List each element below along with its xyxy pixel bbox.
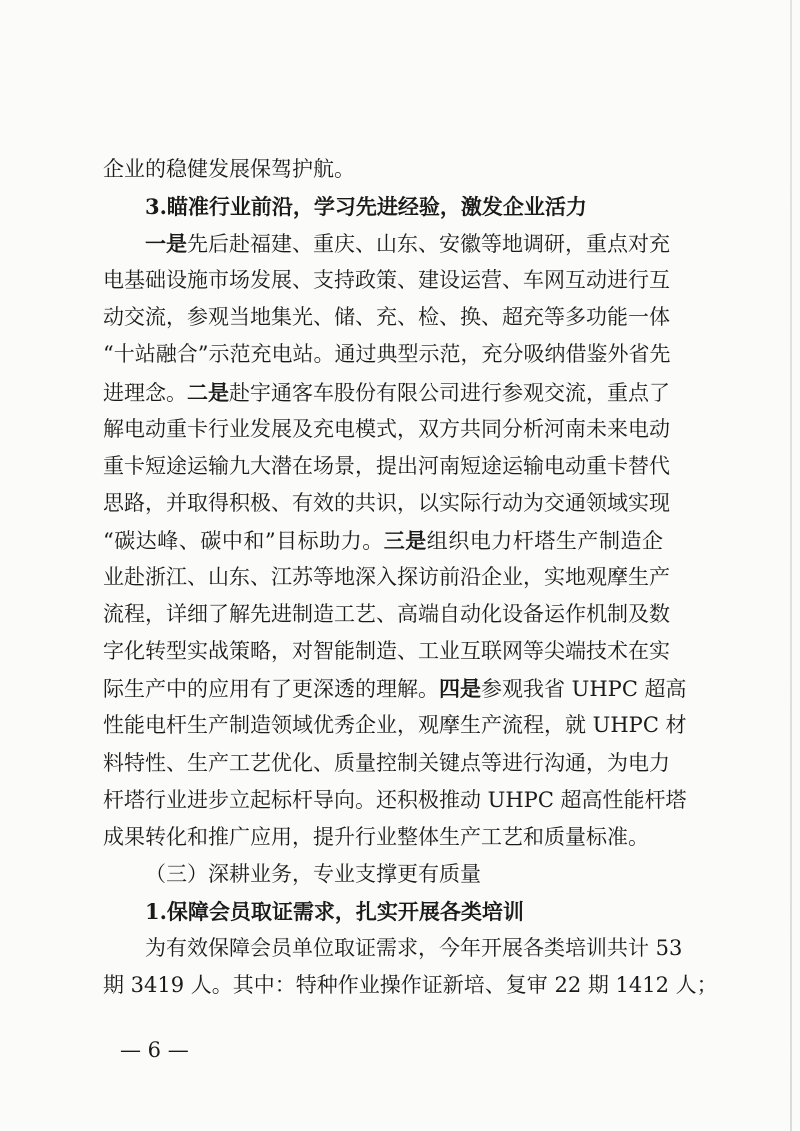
text-line	[103, 188, 663, 225]
text-run: 赴宇通客车股份有限公司进行参观交流，重点了	[229, 380, 670, 405]
text-run: （三）深耕业务，专业支撑更有质量	[145, 861, 481, 886]
text-line	[103, 485, 670, 522]
page-number: — 6 —	[120, 1038, 189, 1062]
text-run: 杆塔行业进步立起标杆导向。还积极推动 UHPC 超高性能杆塔	[103, 787, 687, 812]
text-line	[103, 819, 663, 856]
text-line	[103, 670, 687, 707]
text-run: 动交流，参观当地集光、储、充、检、换、超充等多功能一体	[103, 305, 670, 330]
text-run: 流程，详细了解先进制造工艺、高端自动化设备运作机制及数	[103, 602, 670, 627]
text-line	[103, 633, 670, 670]
text-line	[103, 411, 670, 448]
text-run: 字化转型实战策略，对智能制造、工业互联网等尖端技术在实	[103, 639, 670, 664]
text-line	[103, 299, 670, 336]
text-run: 业赴浙江、山东、江苏等地深入探访前沿企业，实地观摩生产	[103, 565, 670, 590]
text-run: 成果转化和推广应用，提升行业整体生产工艺和质量标准。	[103, 824, 649, 849]
body-text	[103, 151, 718, 1004]
text-line	[103, 745, 670, 782]
text-run: 重卡短途运输九大潜在场景，提出河南短途运输电动重卡替代	[103, 453, 670, 478]
text-line	[103, 374, 670, 411]
text-line	[103, 930, 683, 967]
text-run: 参观我省 UHPC 超高	[481, 677, 687, 702]
text-line	[103, 856, 663, 893]
text-line	[103, 559, 670, 596]
bold-run: 1.保障会员取证需求，扎实开展各类培训	[145, 898, 524, 924]
text-run: 先后赴福建、重庆、山东、安徽等地调研，重点对充	[187, 232, 670, 257]
text-run: 思路，并取得积极、有效的共识，以实际行动为交通领域实现	[103, 490, 670, 515]
scan-edge-line	[790, 0, 792, 1131]
text-line	[103, 262, 670, 299]
text-line	[103, 448, 670, 485]
text-line	[103, 151, 663, 188]
text-run: “碳达峰、碳中和”目标助力。	[103, 528, 384, 553]
text-line	[103, 707, 687, 744]
text-run: 为有效保障会员单位取证需求，今年开展各类培训共计 53	[145, 935, 683, 960]
text-run: 组织电力杆塔生产制造企	[426, 528, 663, 553]
text-run: 际生产中的应用有了更深透的理解。	[103, 677, 439, 702]
bold-run: 四是	[439, 676, 481, 702]
text-line	[103, 967, 718, 1004]
text-run: 料特性、生产工艺优化、质量控制关键点等进行沟通，为电力	[103, 750, 670, 775]
text-line	[103, 782, 687, 819]
text-run: “十站融合”示范充电站。通过典型示范，充分吸纳借鉴外省先	[103, 342, 671, 367]
bold-run: 一是	[145, 231, 187, 257]
text-line	[103, 522, 663, 559]
text-line	[103, 225, 670, 262]
bold-run: 3.瞄准行业前沿，学习先进经验，激发企业活力	[145, 194, 587, 220]
text-run: 进理念。	[103, 380, 187, 405]
text-line	[103, 336, 671, 373]
text-run: 企业的稳健发展保驾护航。	[103, 157, 355, 181]
bold-run: 二是	[187, 379, 229, 405]
text-run: 性能电杆生产制造领域优秀企业，观摩生产流程，就 UHPC 材	[103, 713, 687, 738]
text-line	[103, 596, 670, 633]
text-run: 期 3419 人。其中：特种作业操作证新培、复审 22 期 1412 人；	[103, 973, 718, 998]
bold-run: 三是	[383, 527, 427, 553]
text-run: 解电动重卡行业发展及充电模式，双方共同分析河南未来电动	[103, 416, 670, 441]
text-run: 电基础设施市场发展、支持政策、建设运营、车网互动进行互	[103, 268, 670, 293]
text-line	[103, 893, 663, 930]
